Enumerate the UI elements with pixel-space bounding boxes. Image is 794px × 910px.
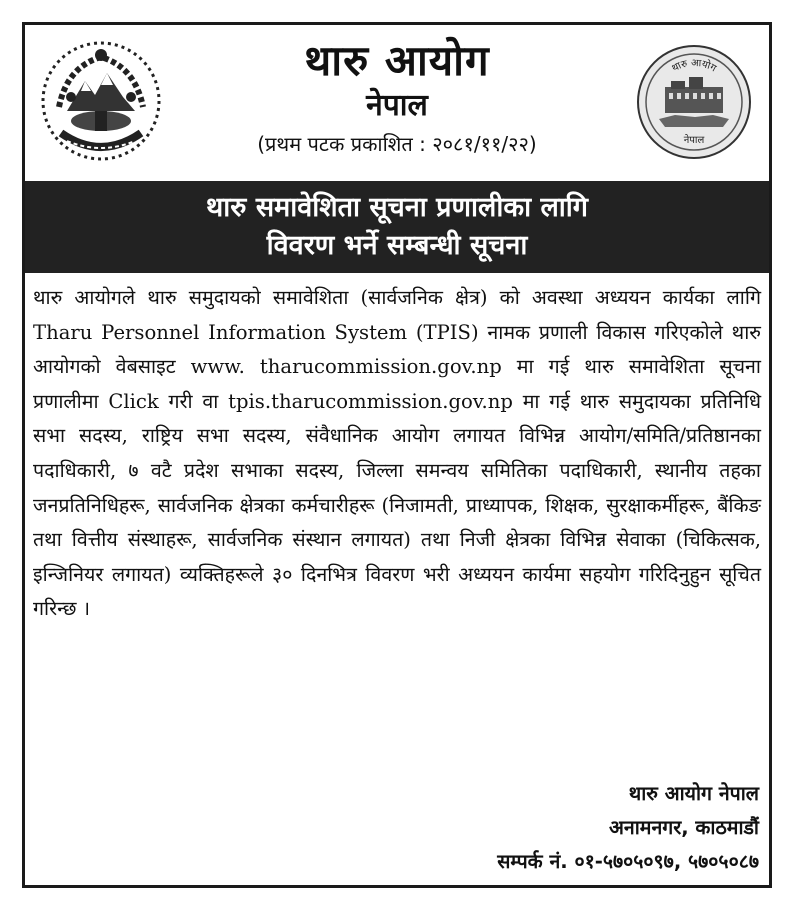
published-date: (प्रथम पटक प्रकाशित : २०८१/११/२२) [257, 132, 537, 156]
signature-block [497, 777, 759, 879]
notice-frame [22, 22, 772, 888]
tharu-commission-logo-icon [635, 43, 753, 161]
signature-address: अनामनगर, काठमाडौं [609, 816, 759, 839]
nepal-emblem-icon [37, 37, 165, 165]
notice-body: थारु आयोगले थारु समुदायको समावेशिता (सार्वजनिक क्षेत्र) को अवस्था अध्ययन कार्यका लागि Tharu Personnel Information System (TPIS) नामक प्रणाली विकास गरिएकोले थारु आयोगको वेबसाइट www. tharucommission.gov.np मा गई थारु समावेशिता सूचना प्रणालीमा Click गरी वा tpis.tharucommission.gov.np मा गई थारु समुदायका प्रतिनिधि सभा सदस्य, राष्ट्रिय सभा सदस्य, संवैधानिक आयोग लगायत विभिन्न आयोग/समिति/प्रतिष्ठानका पदाधिकारी, ७ वटै प्रदेश सभाका सदस्य, जिल्ला समन्वय समितिका पदाधिकारी, स्थानीय तहका जनप्रतिनिधिहरू, सार्वजनिक क्षेत्रका कर्मचारीहरू (निजामती, प्राध्यापक, शिक्षक, सुरक्षाकर्मीहरू, बैंकिङ तथा वित्तीय संस्थाहरू, सार्वजनिक संस्थान लगायत) तथा निजी क्षेत्रका विभिन्न सेवाका (चिकित्सक, इन्जिनियर लगायत) व्यक्तिहरूले ३० दिनभित्र विवरण भरी अध्ययन कार्यमा सहयोग गरिदिनुहुन सूचित गरिन्छ । [33, 286, 761, 621]
banner-line-1: थारु समावेशिता सूचना प्रणालीका लागि [206, 192, 588, 223]
logo-arc-text: थारु आयोग [670, 57, 718, 75]
signature-contact: सम्पर्क नं. ०१-५७०५०९७, ५७०५०८७ [497, 850, 759, 873]
signature-org: थारु आयोग नेपाल [628, 782, 759, 805]
logo-bottom-text: नेपाल [683, 135, 705, 146]
header [175, 35, 619, 159]
page-subtitle: नेपाल [366, 88, 428, 123]
page-title: थारु आयोग [304, 36, 490, 85]
title-banner [25, 181, 769, 273]
banner-line-2: विवरण भर्ने सम्बन्धी सूचना [266, 230, 528, 261]
